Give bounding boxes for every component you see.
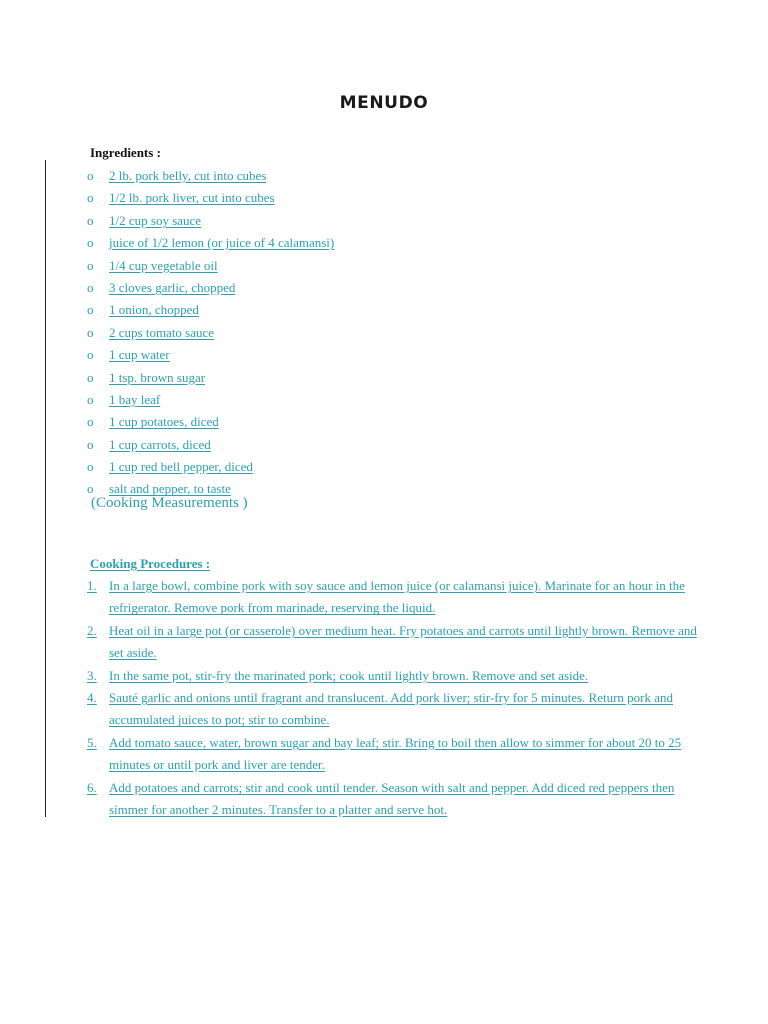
ingredient-text: 1 cup water [109,347,170,363]
ingredient-text: 2 cups tomato sauce [109,324,215,340]
ingredient-item[interactable] [87,323,334,345]
procedures-heading: Cooking Procedures : [90,556,211,571]
ingredient-text: salt and pepper, to taste [109,481,231,497]
ingredient-text: 2 lb. pork belly, cut into cubes [109,168,267,183]
step-text: Add tomato sauce, water, brown sugar and bay leaf; stir. Bring to boil then allow to simmer for about 20 to 25 minutes or until pork and liver are tender. [109,734,682,773]
ingredient-text: 1 tsp. brown sugar [109,369,206,385]
step-number: 5. [87,734,97,750]
procedures-list [87,575,697,821]
ingredient-item[interactable] [87,368,334,390]
step-text: Add potatoes and carrots; stir and cook until tender. Season with salt and pepper. Add diced red peppers then simmer for another 2 minutes. Transfer to a platter and serve hot. [109,779,675,818]
step-text: Sauté garlic and onions until fragrant and translucent. Add pork liver; stir-fry for 5 minutes. Return pork and accumulated juices to pot; stir to combine. [109,690,674,728]
ingredient-item[interactable] [87,233,334,255]
bullet-marker: o [87,168,94,183]
measurements-link[interactable]: (Cooking Measurements ) [91,495,248,511]
bullet-marker: o [87,436,94,452]
bullet-marker: o [87,302,94,318]
ingredient-item[interactable] [87,278,334,300]
ingredient-text: 1 cup red bell pepper, diced [109,459,253,475]
bullet-marker: o [87,459,94,475]
procedure-step[interactable] [87,687,697,732]
ingredient-item[interactable] [87,345,334,367]
ingredient-text: 1 bay leaf [109,391,161,407]
procedure-step[interactable] [87,777,697,822]
step-number: 3. [87,667,97,683]
step-number: 6. [87,779,97,795]
ingredient-item[interactable] [87,166,334,188]
bullet-marker: o [87,257,94,273]
step-text: Heat oil in a large pot (or casserole) over medium heat. Fry potatoes and carrots until lightly brown. Remove and set aside. [109,622,697,661]
ingredient-item[interactable] [87,390,334,412]
ingredient-item[interactable] [87,435,334,457]
bullet-marker: o [87,347,94,363]
ingredient-text: 1 cup carrots, diced [109,436,211,452]
procedure-step[interactable] [87,575,697,620]
procedure-step[interactable] [87,732,697,777]
bullet-marker: o [87,481,94,497]
ingredient-item[interactable] [87,300,334,322]
bullet-marker: o [87,324,94,340]
ingredient-text: 1/4 cup vegetable oil [109,257,218,273]
ingredient-text: 3 cloves garlic, chopped [109,279,236,295]
step-number: 1. [87,578,97,593]
page-title: MENUDO [339,93,429,113]
ingredient-item[interactable] [87,188,334,210]
bullet-marker: o [87,212,94,228]
step-text: In a large bowl, combine pork with soy sauce and lemon juice (or calamansi juice). Marinate for an hour in the refrigerator. Remove pork from marinade, reserving the liquid. [109,578,685,616]
step-text: In the same pot, stir-fry the marinated pork; cook until lightly brown. Remove and set aside. [109,667,589,683]
ingredient-item[interactable] [87,412,334,434]
ingredient-text: 1/2 cup soy sauce [109,212,202,228]
margin-rule [45,160,46,817]
bullet-marker: o [87,391,94,407]
procedure-step[interactable] [87,665,697,687]
bullet-marker: o [87,235,94,251]
ingredient-text: juice of 1/2 lemon (or juice of 4 calamansi) [109,235,335,251]
ingredient-text: 1 onion, chopped [109,302,199,318]
procedure-step[interactable] [87,620,697,665]
bullet-marker: o [87,190,94,206]
ingredient-item[interactable] [87,211,334,233]
ingredients-heading: Ingredients : [90,145,161,160]
ingredient-item[interactable] [87,457,334,479]
bullet-marker: o [87,369,94,385]
ingredient-item[interactable] [87,256,334,278]
ingredient-text: 1 cup potatoes, diced [109,414,219,430]
ingredients-list [87,166,334,502]
step-number: 2. [87,622,97,638]
step-number: 4. [87,690,97,706]
ingredient-text: 1/2 lb. pork liver, cut into cubes [109,190,275,206]
bullet-marker: o [87,279,94,295]
bullet-marker: o [87,414,94,430]
